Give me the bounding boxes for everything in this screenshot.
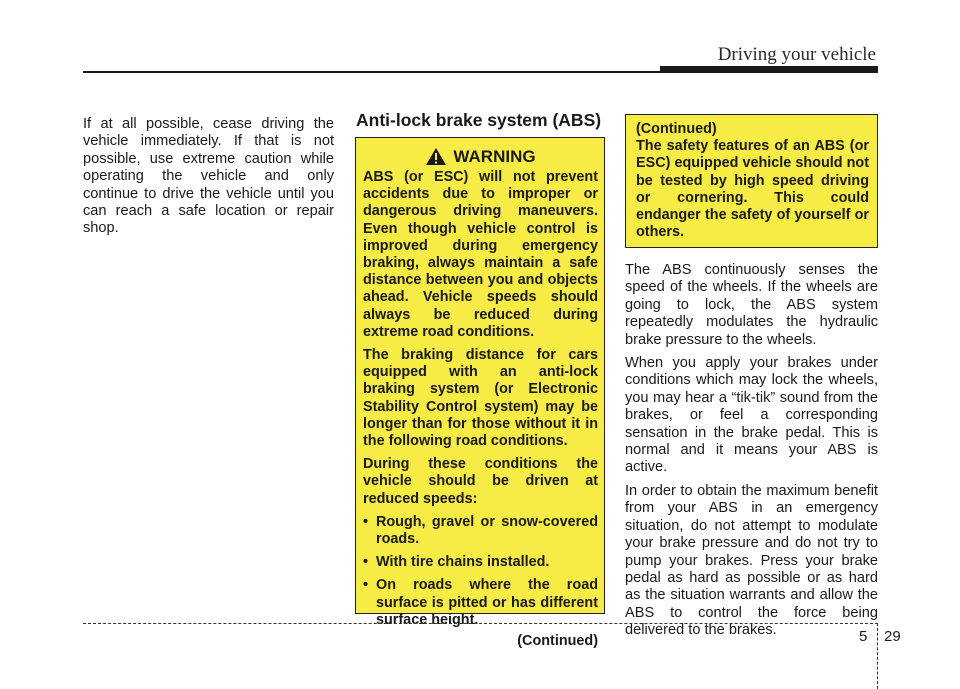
warning-bullet-list — [363, 514, 598, 629]
section-heading: Anti-lock brake system (ABS) — [356, 110, 602, 130]
warning-label: WARNING — [453, 146, 536, 166]
page-number: 29 — [884, 628, 901, 645]
header-rule-accent — [660, 66, 878, 73]
footer-rule — [83, 623, 878, 624]
warning-triangle-icon — [425, 147, 447, 166]
continued-text: The safety features of an ABS (or ESC) equipped vehicle should not be tested by high speed driving or cornering. This could endanger the safety of yourself or others. — [636, 138, 869, 241]
abs-paragraph-1: The ABS continuously senses the speed of the wheels. If the wheels are going to lock, the ABS system repeatedly modulates the hydraulic brake pressure to the wheels. — [625, 262, 878, 348]
warning-paragraph-2: The braking distance for cars equipped with an anti-lock braking system (or Electronic Stability Control system) may be longer than for those without it in the following road conditions. — [363, 347, 598, 450]
continued-label: (Continued) — [636, 121, 717, 137]
continued-warning-box — [625, 114, 878, 248]
chapter-number: 5 — [859, 628, 868, 645]
warning-continued: (Continued) — [517, 633, 598, 650]
abs-body-column — [625, 262, 878, 646]
intro-column — [83, 116, 334, 238]
abs-paragraph-3: In order to obtain the maximum benefit from your ABS in an emergency situation, do not attempt to modulate your brake pressure and do not try to pump your brakes. Press your brake pedal as hard as possible or as hard as the situation warrants and allow the ABS to control the force being delivered to the brakes. — [625, 482, 878, 639]
warning-bullet: • On roads where the road surface is pitted or has different surface height. — [363, 577, 598, 629]
warning-box — [355, 137, 605, 650]
abs-paragraph-2: When you apply your brakes under conditions which may lock the wheels, you may hear a “tik-tik” sound from the brakes, or feel a corresponding sensation in the brake pedal. This is normal and it means your ABS is active. — [625, 355, 878, 476]
header-title: Driving your vehicle — [717, 44, 876, 65]
warning-paragraph-1: ABS (or ESC) will not prevent accidents due to improper or dangerous driving maneuvers. Even though vehicle control is improved during emergency braking, always maintain a safe distance between you and objects ahead. Vehicle speeds should always be reduced during extreme road conditions. — [363, 169, 598, 340]
intro-paragraph: If at all possible, cease driving the vehicle immediately. If that is not possible, use extreme caution while operating the vehicle and only continue to drive the vehicle until you can reach a safe location or repair shop. — [83, 116, 334, 237]
warning-paragraph-3: During these conditions the vehicle should be driven at reduced speeds: — [363, 456, 598, 507]
footer-divider — [877, 623, 878, 689]
header-rule — [83, 71, 660, 73]
warning-bullet: • With tire chains installed. — [363, 554, 598, 571]
warning-header — [363, 147, 598, 166]
warning-bullet: • Rough, gravel or snow-covered roads. — [363, 514, 598, 548]
